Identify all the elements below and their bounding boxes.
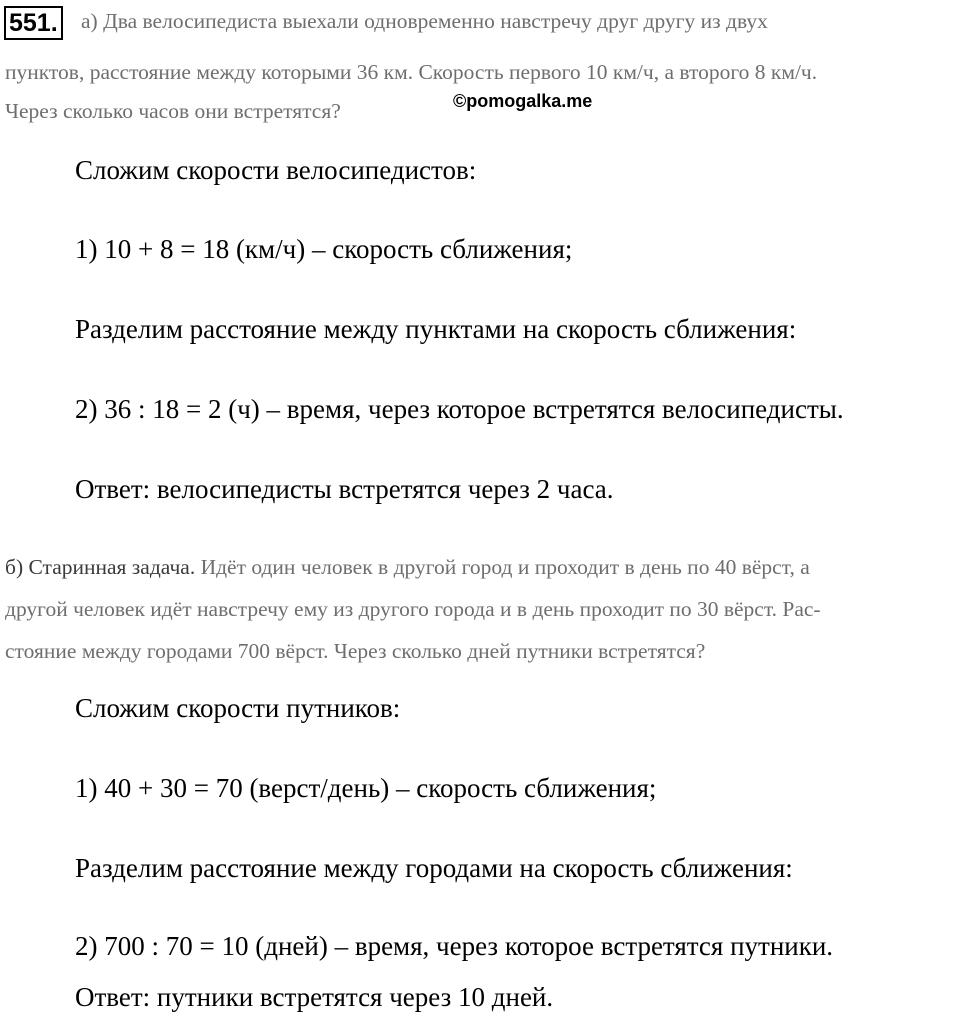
- part-b-statement-text: Идёт один человек в другой город и проходит в день по 40 вёрст, а: [195, 555, 810, 579]
- part-b-statement-line-1: [5, 555, 810, 580]
- part-b-solution-line-3: Разделим расстояние между городами на скорость сближения:: [75, 853, 793, 883]
- part-b-label: б) Старинная задача.: [5, 555, 196, 579]
- part-a-statement-line-1: а) Два велосипедиста выехали одновременно навстречу друг другу из двух: [81, 9, 768, 33]
- part-a-solution-line-1: Сложим скорости велосипедистов:: [75, 155, 477, 185]
- part-a-statement-line-2: пунктов, расстояние между которыми 36 км. Скорость первого 10 км/ч, а второго 8 км/ч.: [5, 60, 818, 84]
- part-b-answer: Ответ: путники встретятся через 10 дней.: [75, 982, 554, 1012]
- part-a-statement-line-3: Через сколько часов они встретятся?: [5, 99, 341, 123]
- part-a-solution-line-3: Разделим расстояние между пунктами на скорость сближения:: [75, 314, 797, 344]
- part-b-statement-line-2: другой человек идёт навстречу ему из другого города и в день проходит по 30 вёрст. Рас-: [5, 597, 821, 621]
- part-b-solution-line-1: Сложим скорости путников:: [75, 693, 401, 723]
- part-b-statement-line-3: стояние между городами 700 вёрст. Через сколько дней путники встретятся?: [5, 639, 706, 663]
- part-b-solution-line-2: 1) 40 + 30 = 70 (верст/день) – скорость сближения;: [75, 773, 657, 803]
- part-a-solution-line-4: 2) 36 : 18 = 2 (ч) – время, через которое встретятся велосипедисты.: [75, 394, 844, 424]
- problem-number-box: 551.: [4, 6, 63, 40]
- part-a-solution-line-2: 1) 10 + 8 = 18 (км/ч) – скорость сближения;: [75, 234, 573, 264]
- part-a-answer: Ответ: велосипедисты встретятся через 2 часа.: [75, 474, 614, 504]
- watermark: ©pomogalka.me: [453, 91, 593, 111]
- part-b-solution-line-4: 2) 700 : 70 = 10 (дней) – время, через которое встретятся путники.: [75, 931, 834, 961]
